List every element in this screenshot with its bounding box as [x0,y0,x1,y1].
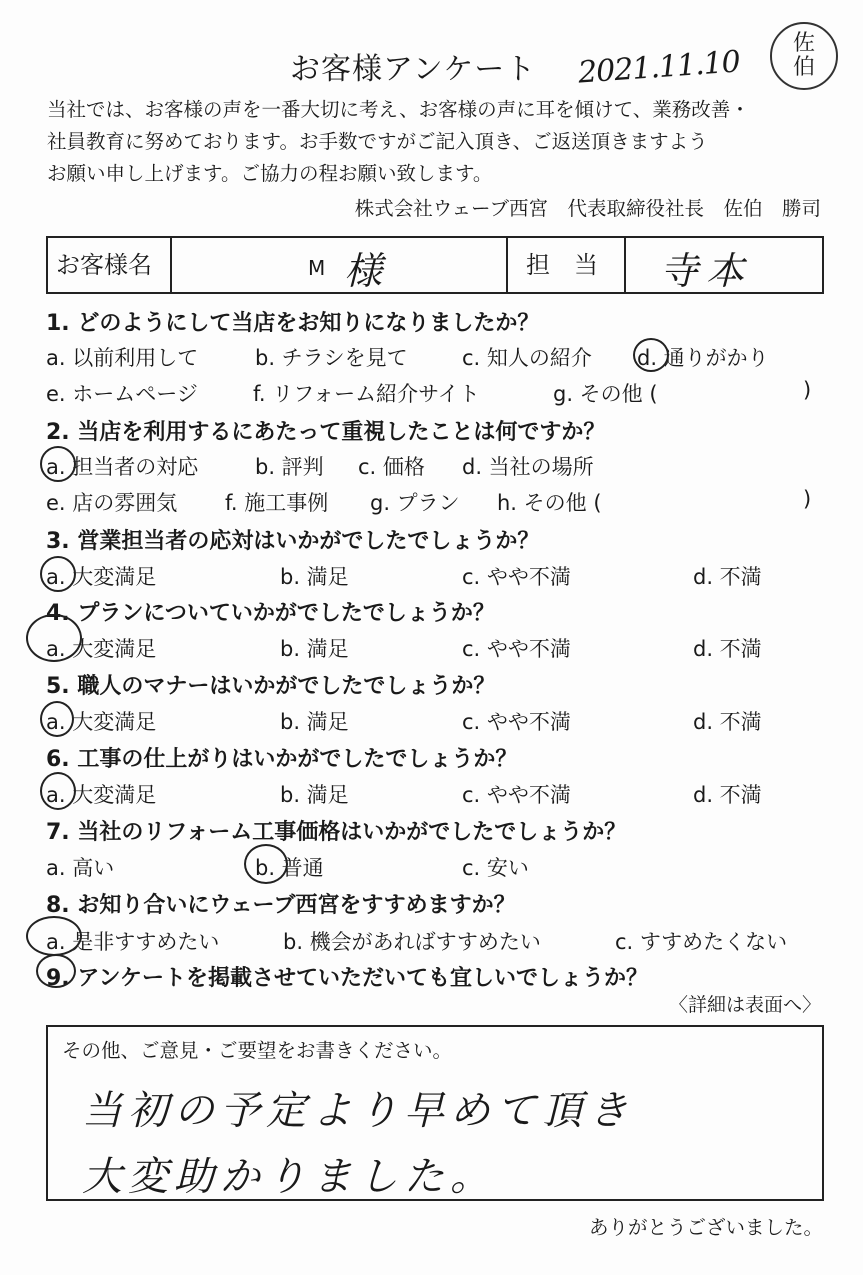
q1-selected-circle [633,338,669,372]
q8-selected-circle [26,916,82,956]
seal-char-2: 伯 [792,55,815,80]
q1-option-c[interactable]: c. 知人の紹介 [462,346,592,370]
q7-option-b[interactable]: b. 普通 [255,856,324,880]
q2-option-h-close: ) [803,487,812,511]
thanks-text: ありがとうございました。 [588,1216,823,1239]
question-9: 9. アンケートを掲載させていただいても宜しいでしょうか？ [46,966,649,991]
q3-option-b[interactable]: b. 満足 [280,565,349,589]
q2-option-e[interactable]: e. 店の雰囲気 [46,491,178,515]
question-7: 7. 当社のリフォーム工事価格はいかがでしたでしょうか？ [46,820,627,845]
q3-selected-circle [40,556,76,592]
q2-option-b[interactable]: b. 評判 [255,455,324,479]
q4-option-a[interactable]: a. 大変満足 [46,637,157,661]
handwritten-date: 2021.11.10 [576,44,741,91]
q2-option-g[interactable]: g. プラン [370,491,460,515]
comment-label: その他、ご意見・ご要望をお書きください。 [62,1039,453,1062]
q1-option-a[interactable]: a. 以前利用して [46,346,199,370]
form-title: お客様アンケート [290,52,537,87]
customer-initial: M [308,256,326,280]
q2-option-f[interactable]: f. 施工事例 [225,491,329,515]
q6-option-b[interactable]: b. 満足 [280,783,349,807]
question-8: 8. お知り合いにウェーブ西宮をすすめますか？ [46,893,516,918]
q2-option-h[interactable]: h. その他 ( [497,491,602,515]
q2-option-a[interactable]: a. 担当者の対応 [46,455,199,479]
q1-option-g-close: ) [803,378,812,402]
comment-handwritten-line: 大変助かりました。 [82,1154,496,1200]
q1-option-e[interactable]: e. ホームページ [46,382,198,406]
q3-option-c[interactable]: c. やや不満 [462,565,571,589]
customer-name-label-cell [48,238,172,292]
q6-option-c[interactable]: c. やや不満 [462,783,571,807]
q2-option-d[interactable]: d. 当社の場所 [462,455,594,479]
q5-selected-circle [40,701,74,737]
q5-option-d[interactable]: d. 不満 [693,710,762,734]
staff-name: 寺本 [660,249,753,293]
q5-option-b[interactable]: b. 満足 [280,710,349,734]
question-5: 5. 職人のマナーはいかがでしたでしょうか？ [46,674,496,699]
question-4: 4. プランについていかがでしたでしょうか？ [46,601,495,626]
q7-option-c[interactable]: c. 安い [462,856,529,880]
intro-line: 社員教育に努めております。お手数ですがご記入頂き、ご返送頂きますよう [47,130,708,153]
q4-option-d[interactable]: d. 不満 [693,637,762,661]
q5-option-c[interactable]: c. やや不満 [462,710,571,734]
q3-option-d[interactable]: d. 不満 [693,565,762,589]
company-signature: 株式会社ウェーブ西宮 代表取締役社長 佐伯 勝司 [354,197,821,220]
q7-selected-circle [244,844,288,884]
staff-label-cell [508,238,626,292]
question-3: 3. 営業担当者の応対はいかがでしたでしょうか？ [46,529,540,554]
comment-box[interactable] [46,1025,824,1201]
intro-line: お願い申し上げます。ご協力の程お願い致します。 [47,162,493,185]
q1-option-f[interactable]: f. リフォーム紹介サイト [253,382,480,406]
seal-char-1: 佐 [792,31,815,56]
q7-option-a[interactable]: a. 高い [46,856,115,880]
q1-option-g[interactable]: g. その他 ( [553,382,658,406]
q4-option-b[interactable]: b. 満足 [280,637,349,661]
name-seal-stamp [770,22,838,90]
intro-line: 当社では、お客様の声を一番大切に考え、お客様の声に耳を傾けて、業務改善・ [47,98,750,121]
q2-option-c[interactable]: c. 価格 [358,455,425,479]
staff-name-field[interactable] [626,238,822,292]
detail-note: 〈詳細は表面へ〉 [668,994,821,1016]
q3-option-a[interactable]: a. 大変満足 [46,565,157,589]
q1-option-b[interactable]: b. チラシを見て [255,346,408,370]
q6-option-d[interactable]: d. 不満 [693,783,762,807]
q8-option-a[interactable]: a. 是非すすめたい [46,930,220,954]
comment-handwritten-line: 当初の予定より早めて頂き [82,1088,634,1134]
q2-selected-circle [40,446,76,482]
staff-label: 担 当 [526,251,598,279]
question-2: 2. 当店を利用するにあたって重視したことは何ですか？ [46,420,606,445]
q6-option-a[interactable]: a. 大変満足 [46,783,157,807]
q5-option-a[interactable]: a. 大変満足 [46,710,157,734]
question-6: 6. 工事の仕上がりはいかがでしたでしょうか？ [46,747,518,772]
customer-name-label: お客様名 [56,251,152,279]
q8-option-b[interactable]: b. 機会があればすすめたい [283,930,541,954]
customer-name-field[interactable] [172,238,508,292]
q6-selected-circle [40,772,76,810]
q4-option-c[interactable]: c. やや不満 [462,637,571,661]
question-1: 1. どのようにして当店をお知りになりましたか？ [46,311,540,336]
q4-selected-circle [26,614,82,662]
intro-text [47,94,837,190]
customer-suffix: 様 [344,249,383,293]
q1-option-d[interactable]: d. 通りがかり [637,346,769,370]
q8-option-c[interactable]: c. すすめたくない [615,930,788,954]
q9-selected-circle [36,954,76,988]
customer-info-table [46,236,824,294]
